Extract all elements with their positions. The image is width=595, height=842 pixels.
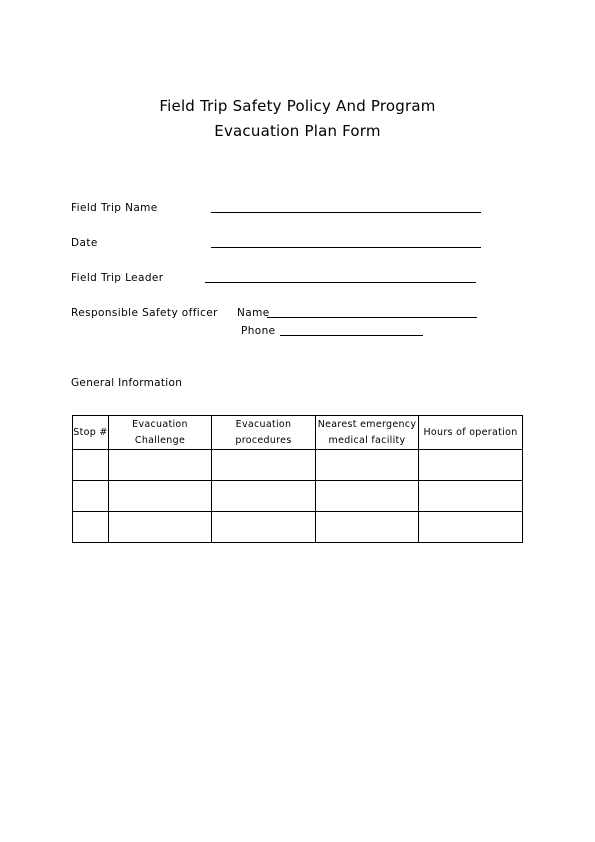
table-cell[interactable] (316, 450, 419, 481)
table-cell[interactable] (212, 512, 316, 543)
officer-phone-field[interactable] (280, 335, 423, 336)
table-cell[interactable] (212, 481, 316, 512)
table-cell[interactable] (73, 481, 109, 512)
column-header-nearest-medical-facility: Nearest emergency medical facility (316, 416, 419, 450)
general-information-heading: General Information (71, 377, 183, 389)
leader-field[interactable] (205, 282, 476, 283)
document-subtitle: Evacuation Plan Form (214, 122, 381, 140)
table-row (73, 450, 523, 481)
document-title: Field Trip Safety Policy And Program (159, 97, 436, 115)
table-cell[interactable] (316, 512, 419, 543)
table-row (73, 512, 523, 543)
table-cell[interactable] (419, 512, 523, 543)
table-cell[interactable] (109, 512, 212, 543)
table-cell[interactable] (212, 450, 316, 481)
table-cell[interactable] (419, 481, 523, 512)
table-cell[interactable] (109, 450, 212, 481)
table-cell[interactable] (419, 450, 523, 481)
column-header-evacuation-procedures: Evacuation procedures (212, 416, 316, 450)
table-header-row (73, 416, 523, 450)
trip-name-field[interactable] (211, 212, 481, 213)
column-header-evacuation-challenge: Evacuation Challenge (109, 416, 212, 450)
officer-name-label: Name (237, 307, 270, 319)
table-cell[interactable] (73, 450, 109, 481)
date-label: Date (71, 237, 98, 249)
safety-officer-label: Responsible Safety officer (71, 307, 218, 319)
officer-phone-label: Phone (241, 325, 276, 337)
table-row (73, 481, 523, 512)
date-field[interactable] (211, 247, 481, 248)
evacuation-table (72, 415, 523, 543)
leader-label: Field Trip Leader (71, 272, 164, 284)
table-cell[interactable] (316, 481, 419, 512)
table-cell[interactable] (73, 512, 109, 543)
trip-name-label: Field Trip Name (71, 202, 158, 214)
column-header-hours-of-operation: Hours of operation (419, 416, 523, 450)
table-cell[interactable] (109, 481, 212, 512)
column-header-stop: Stop # (73, 416, 109, 450)
officer-name-field[interactable] (267, 317, 477, 318)
